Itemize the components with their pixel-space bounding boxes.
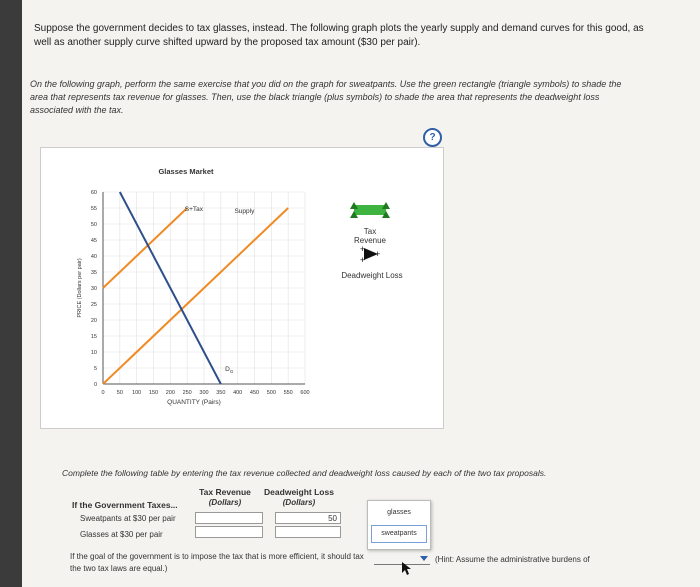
y-tick-label: 45 [90, 238, 97, 244]
y-tick-label: 15 [90, 334, 97, 340]
chart-title: Glasses Market [158, 167, 214, 176]
hint-text: (Hint: Assume the administrative burdens of [435, 555, 590, 564]
x-tick-label: 150 [148, 390, 159, 396]
y-tick-label: 10 [90, 350, 97, 356]
x-tick-label: 450 [249, 390, 260, 396]
col-header-deadweight-loss: Deadweight Loss [264, 487, 334, 497]
tax-revenue-label: Tax Revenue [353, 227, 387, 245]
x-tick-label: 550 [283, 390, 293, 396]
tax-revenue-glasses-input[interactable] [195, 526, 263, 538]
legend-tax-revenue[interactable] [348, 202, 392, 245]
x-axis-label: QUANTITY (Pairs) [167, 399, 221, 406]
row-header: If the Government Taxes... [72, 500, 178, 510]
y-tick-label: 5 [93, 366, 97, 372]
efficiency-question [70, 551, 370, 575]
curve-label: Supply [234, 207, 255, 215]
chevron-down-icon[interactable] [420, 556, 428, 561]
deadweight-loss-glasses-input[interactable] [275, 526, 341, 538]
y-tick-label: 60 [90, 190, 97, 196]
curve-label: S+Tax [184, 206, 204, 214]
x-tick-label: 300 [199, 390, 209, 396]
legend-deadweight-loss[interactable] [334, 244, 410, 280]
col-unit-deadweight-loss: (Dollars) [282, 498, 316, 507]
x-tick-label: 100 [132, 390, 142, 396]
chart-panel[interactable] [40, 147, 444, 429]
x-tick-label: 500 [266, 390, 276, 396]
x-tick-label: 0 [101, 390, 105, 396]
black-triangle-tool-icon[interactable] [334, 244, 410, 262]
y-tick-label: 30 [90, 286, 97, 292]
x-tick-label: 50 [116, 390, 123, 396]
dropdown-option-sweatpants[interactable]: sweatpants [371, 525, 427, 543]
y-tick-label: 50 [90, 222, 97, 228]
deadweight-loss-sweatpants-input[interactable]: 50 [275, 512, 341, 524]
curve-supply [103, 208, 288, 384]
col-header-tax-revenue: Tax Revenue [199, 487, 251, 497]
y-tick-label: 0 [93, 382, 97, 388]
mouse-cursor-icon [402, 562, 412, 576]
plus-marker: + [360, 255, 366, 262]
question-sheet [22, 0, 700, 587]
intro-text: Suppose the government decides to tax glasses, instead. The following graph plots the yearly supply and demand curves for this good, as well as another supply curve shifted upward by the proposed tax amount ($30 per pair). [34, 23, 644, 48]
help-icon[interactable]: ? [423, 128, 442, 147]
row-label-sweatpants: Sweatpants at $30 per pair [80, 514, 176, 523]
col-unit-tax-revenue: (Dollars) [208, 498, 242, 507]
y-tick-label: 40 [90, 254, 97, 260]
tax-revenue-swatch [354, 205, 386, 215]
curve-label-subscript: G [229, 369, 234, 375]
efficiency-question-text: If the goal of the government is to impose the tax that is more efficient, it should tax [70, 552, 364, 561]
efficiency-question-text-2: the two tax laws are equal.) [70, 564, 168, 573]
tax-choice-dropdown-menu[interactable] [367, 500, 431, 550]
y-tick-label: 25 [90, 302, 97, 308]
curve-s-tax [103, 208, 187, 288]
plus-marker: + [375, 249, 381, 259]
curve-label: $D_G$ [225, 366, 234, 375]
glasses-market-chart[interactable] [41, 148, 443, 428]
y-tick-label: 35 [90, 270, 97, 276]
x-tick-label: 200 [165, 390, 175, 396]
deadweight-loss-label: Deadweight Loss [341, 271, 403, 280]
y-axis-label: PRICE (Dollars per pair) [77, 258, 83, 318]
x-tick-label: 400 [233, 390, 243, 396]
tax-revenue-sweatpants-input[interactable] [195, 512, 263, 524]
x-tick-label: 250 [182, 390, 192, 396]
x-tick-label: 600 [300, 390, 310, 396]
y-tick-label: 20 [90, 318, 97, 324]
green-rectangle-tool-icon[interactable] [348, 202, 392, 218]
dropdown-option-glasses[interactable]: glasses [387, 509, 411, 516]
table-instructions: Complete the following table by entering the tax revenue collected and deadweight loss caused by each of the two tax proposals. [62, 468, 547, 478]
x-tick-label: 350 [216, 390, 226, 396]
instructions-text: On the following graph, perform the same exercise that you did on the graph for sweatpants. Use the green rectangle (triangle symbols) to shade the area that represents tax revenue for glasses. Then, use the black triangle (plus symbols) to shade the area that represents the deadweight loss associated with the tax. [30, 79, 622, 115]
plus-marker: + [360, 244, 366, 254]
row-label-glasses: Glasses at $30 per pair [80, 530, 163, 539]
y-tick-label: 55 [90, 206, 97, 212]
